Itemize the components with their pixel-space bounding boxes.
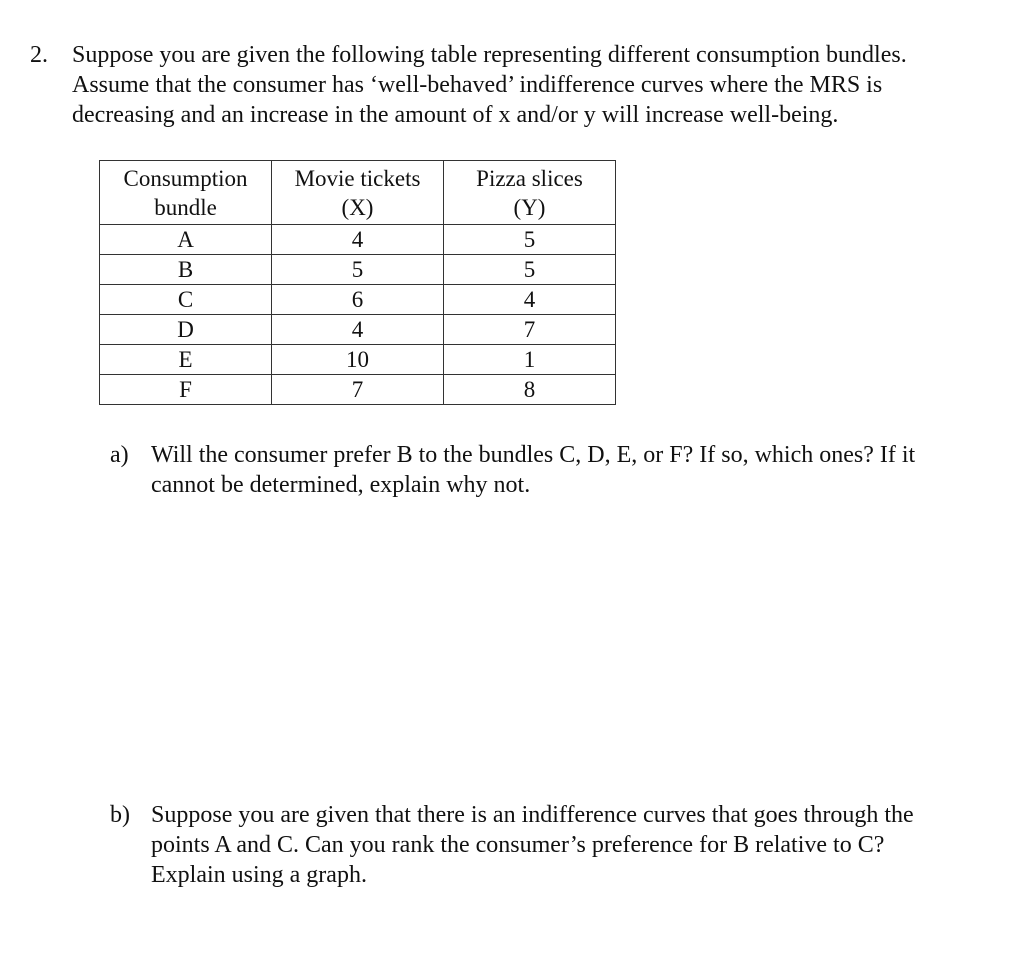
bundle-cell: D [100,315,272,345]
question-line: Assume that the consumer has ‘well-behaved’ indifference curves where the MRS is [72,72,883,98]
header-line: Consumption [123,165,248,191]
question-2 [30,40,990,130]
pizza-slices-cell: 5 [444,255,616,285]
part-b [110,800,990,890]
table-row [100,255,616,285]
table-header-row [100,161,616,225]
movie-tickets-cell: 6 [272,285,444,315]
header-line: bundle [154,194,217,220]
part-a [110,440,990,500]
pizza-slices-cell: 8 [444,375,616,405]
movie-tickets-cell: 10 [272,345,444,375]
header-line: (X) [341,194,374,220]
header-line: (Y) [513,194,546,220]
header-consumption-bundle [100,161,272,225]
part-b-line: Suppose you are given that there is an indifference curves that goes through the [151,802,914,828]
table-row [100,285,616,315]
table-row [100,375,616,405]
part-a-prompt [151,440,990,500]
part-b-label: b) [110,802,130,828]
movie-tickets-cell: 7 [272,375,444,405]
pizza-slices-cell: 4 [444,285,616,315]
table-row [100,225,616,255]
header-line: Movie tickets [294,165,421,191]
header-movie-tickets [272,161,444,225]
bundle-cell: E [100,345,272,375]
part-b-prompt [151,800,990,890]
bundle-cell: F [100,375,272,405]
table-row [100,345,616,375]
question-prompt [72,40,992,130]
bundle-cell: B [100,255,272,285]
part-b-line: Explain using a graph. [151,862,367,888]
movie-tickets-cell: 5 [272,255,444,285]
part-b-line: points A and C. Can you rank the consumer’s preference for B relative to C? [151,832,885,858]
part-a-line: cannot be determined, explain why not. [151,472,531,498]
part-a-label: a) [110,442,129,468]
question-line: Suppose you are given the following table representing different consumption bundles. [72,42,907,68]
header-pizza-slices [444,161,616,225]
question-number: 2. [30,42,48,68]
pizza-slices-cell: 1 [444,345,616,375]
consumption-bundles-table [99,160,616,405]
question-line: decreasing and an increase in the amount of x and/or y will increase well-being. [72,102,839,128]
bundle-cell: C [100,285,272,315]
table-row [100,315,616,345]
pizza-slices-cell: 5 [444,225,616,255]
pizza-slices-cell: 7 [444,315,616,345]
bundle-cell: A [100,225,272,255]
part-a-line: Will the consumer prefer B to the bundles C, D, E, or F? If so, which ones? If it [151,442,916,468]
header-line: Pizza slices [476,165,583,191]
movie-tickets-cell: 4 [272,225,444,255]
movie-tickets-cell: 4 [272,315,444,345]
